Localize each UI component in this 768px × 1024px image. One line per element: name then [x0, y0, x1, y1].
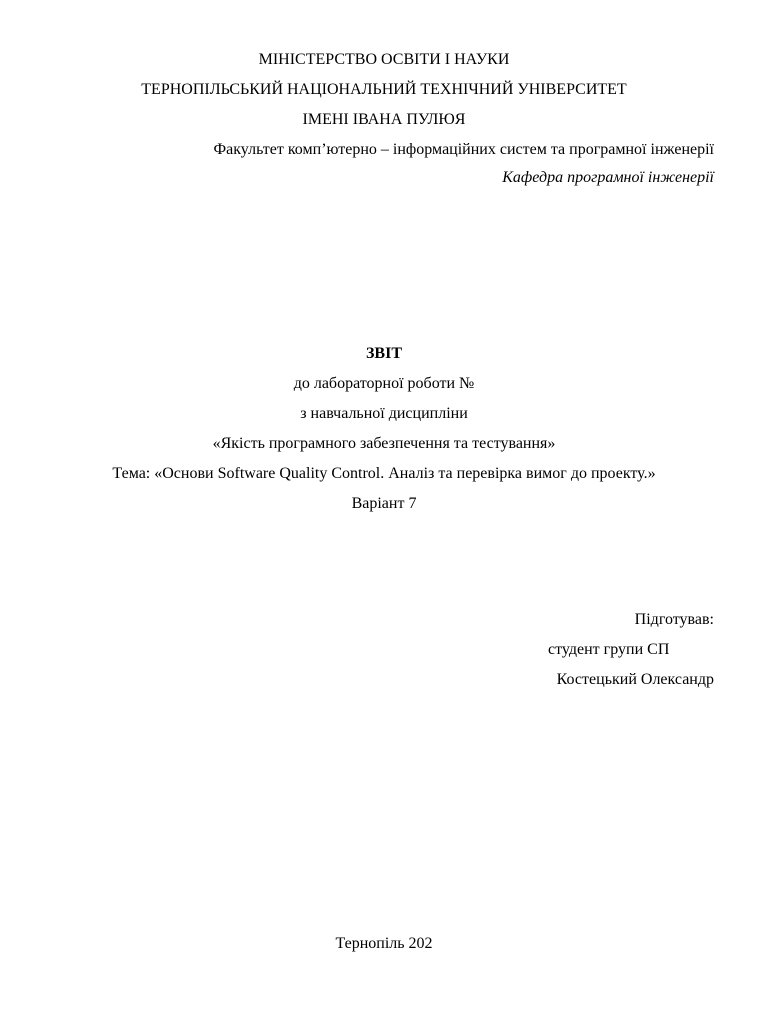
topic-line: Тема: «Основи Software Quality Control. Аналіз та перевірка вимог до проекту.»	[112, 465, 656, 482]
city-year: Тернопіль 202	[335, 935, 433, 952]
discipline-name: «Якість програмного забезпечення та тестування»	[212, 435, 556, 452]
university-heading: ТЕРНОПІЛЬСЬКИЙ НАЦІОНАЛЬНИЙ ТЕХНІЧНИЙ УНІВЕРСИТЕТ	[141, 81, 627, 98]
department-line: Кафедра програмної інженерії	[502, 169, 714, 186]
lab-work-line: до лабораторної роботи №	[293, 375, 475, 392]
faculty-line: Факультет комп’ютерно – інформаційних систем та програмної інженерії	[213, 141, 714, 158]
variant-line: Варіант 7	[351, 495, 417, 512]
student-name: Костецький Олександр	[556, 671, 714, 688]
university-named-after: ІМЕНІ ІВАНА ПУЛЮЯ	[302, 111, 466, 128]
ministry-heading: МІНІСТЕРСТВО ОСВІТИ І НАУКИ	[258, 51, 510, 68]
report-title: ЗВІТ	[365, 345, 402, 362]
discipline-line: з навчальної дисципліни	[300, 405, 468, 422]
prepared-by-label: Підготував:	[634, 611, 714, 628]
student-group: студент групи СП	[548, 641, 670, 658]
